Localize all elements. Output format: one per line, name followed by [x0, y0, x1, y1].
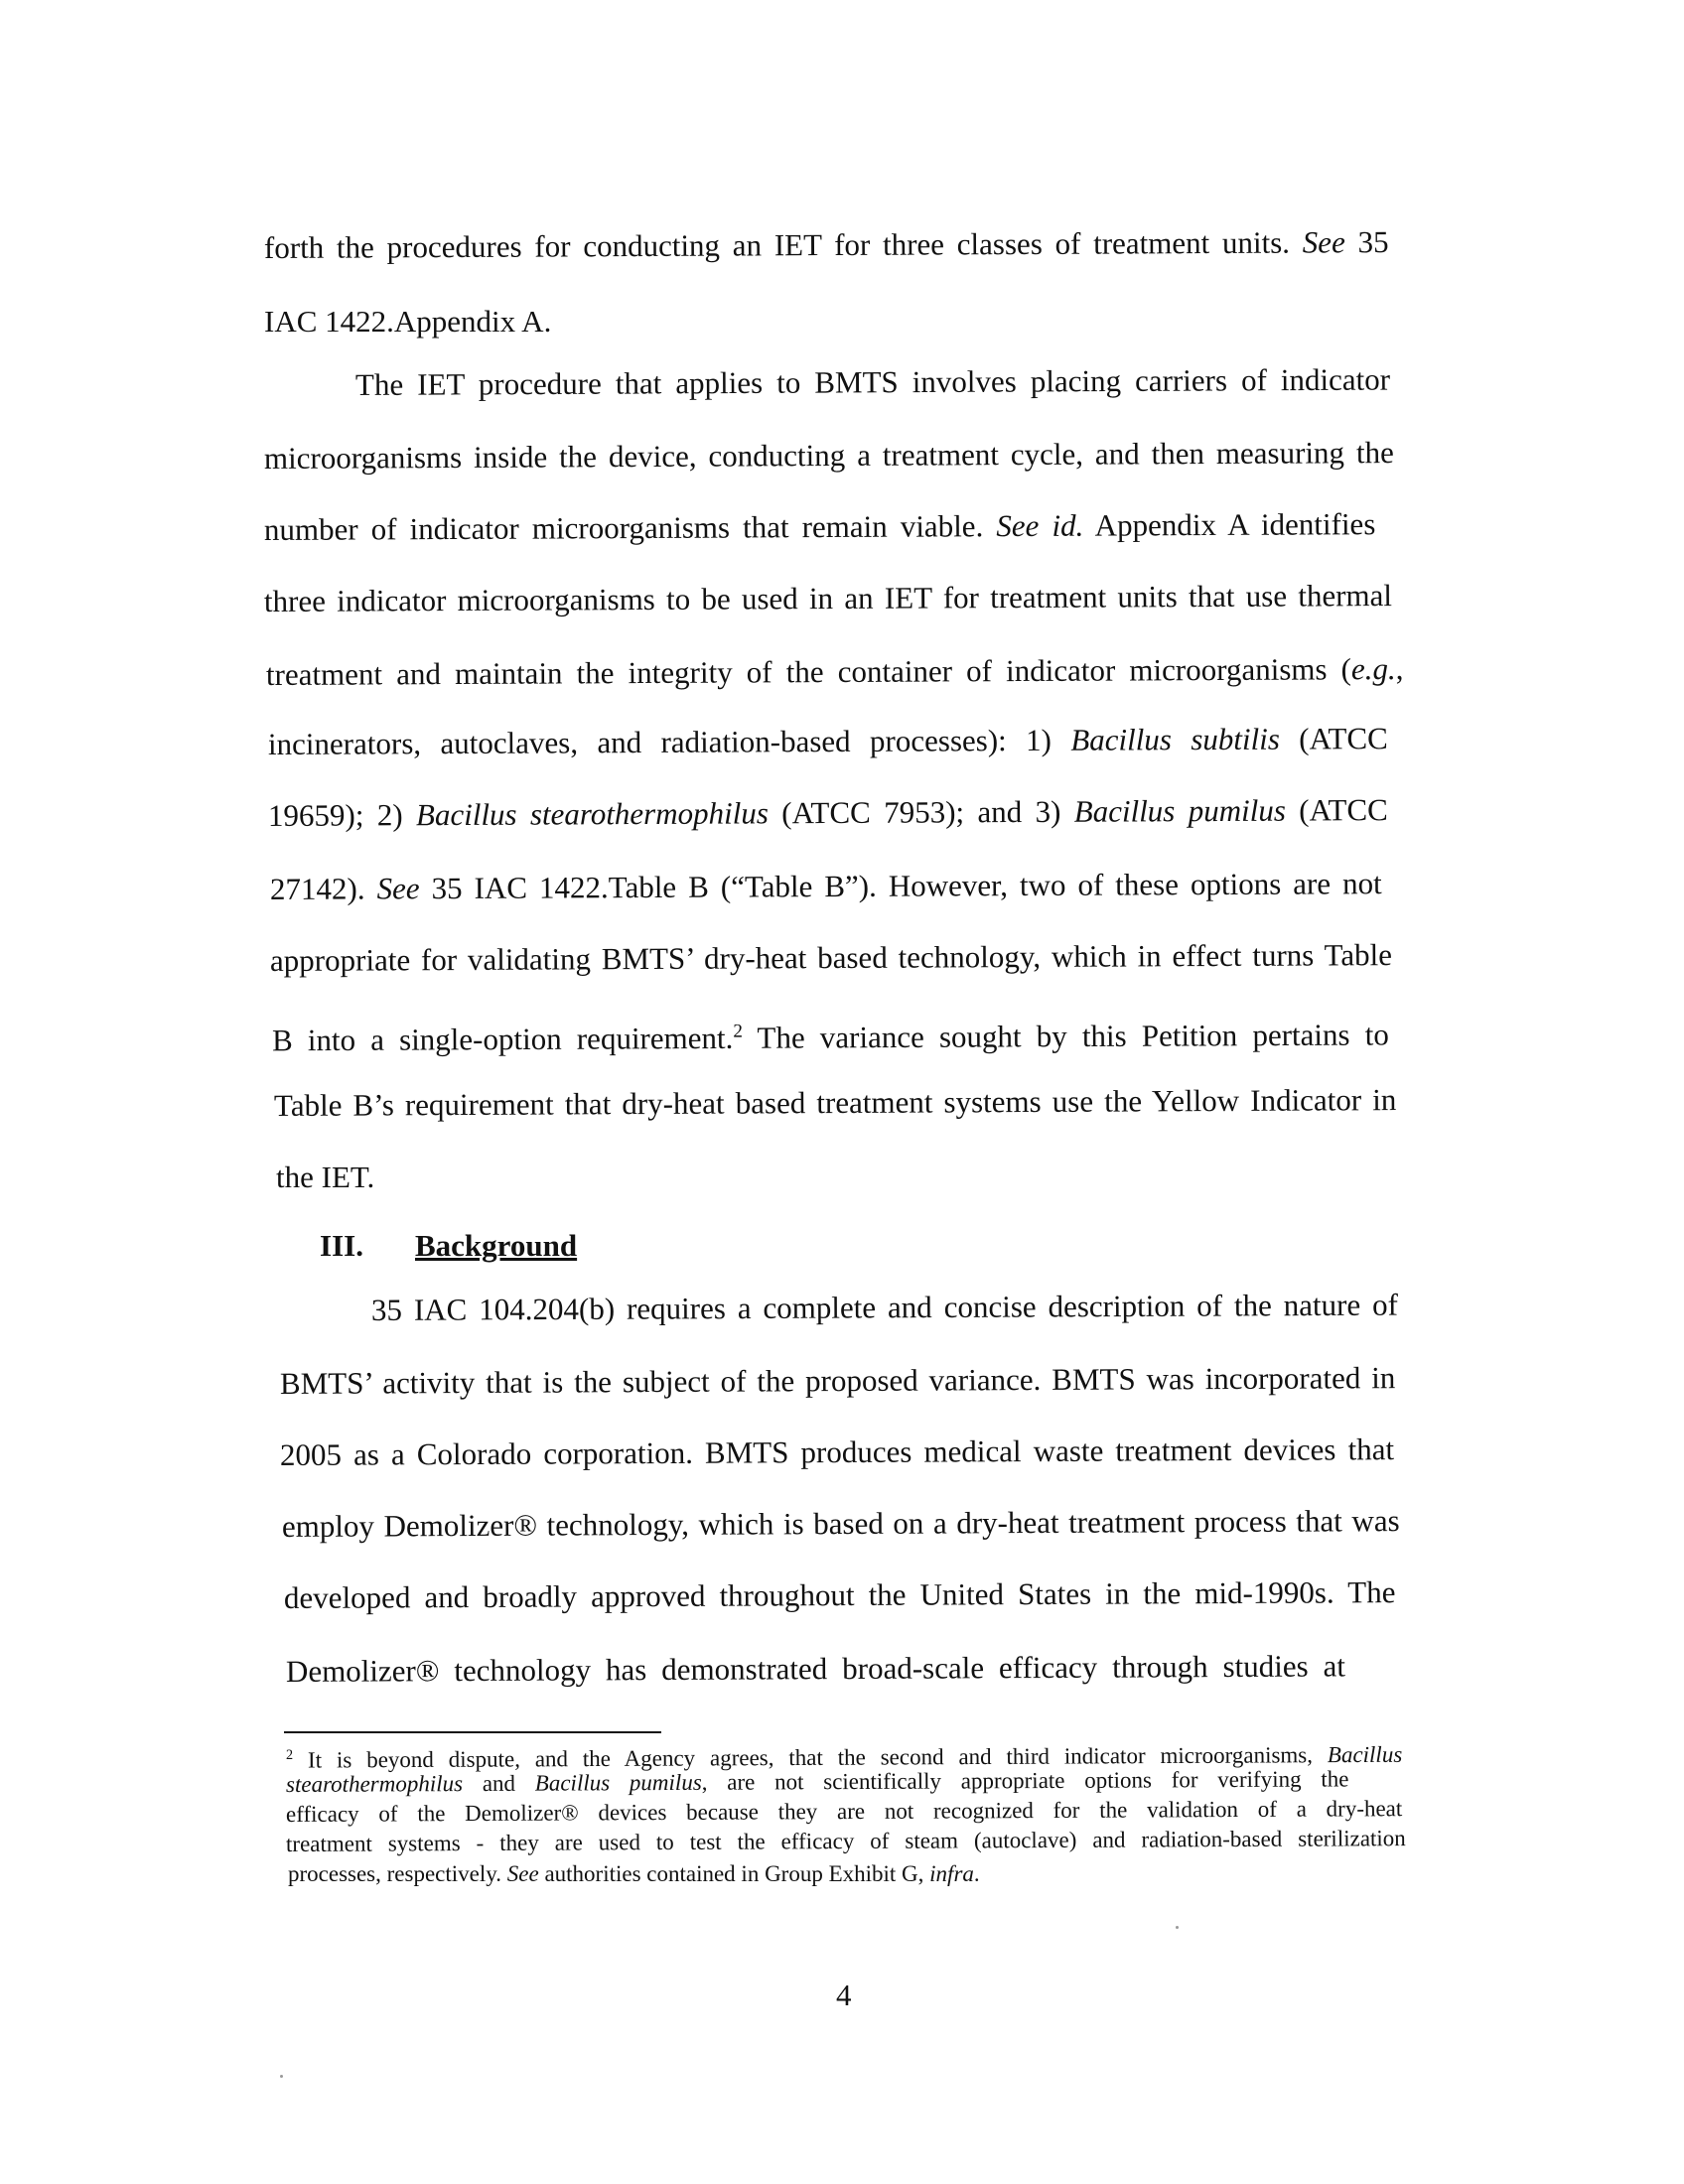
- body-line: [264, 433, 1394, 478]
- text-run: 2005 as a Colorado corporation. BMTS produces medical waste treatment devices that: [279, 1432, 1395, 1472]
- body-line: [284, 1572, 1402, 1618]
- text-run: employ Demolizer® technology, which is based on a dry-heat treatment process that was: [281, 1503, 1400, 1544]
- italic-text: stearothermophilus: [285, 1771, 464, 1797]
- text-run: BMTS’ activity that is the subject of the proposed variance. BMTS was incorporated in: [279, 1360, 1396, 1401]
- italic-text: Bacillus subtilis: [1070, 721, 1280, 757]
- body-line: [264, 576, 1392, 621]
- text-run: appropriate for validating BMTS’ dry-heat based technology, which in effect turns Table: [269, 937, 1393, 978]
- footnote-line: [286, 1825, 1406, 1858]
- text-run: 35 IAC 1422.Table B (“Table B”). However, two of these options are not: [419, 866, 1382, 906]
- text-run: forth the procedures for conducting an IET for three classes of treatment units.: [263, 224, 1303, 265]
- text-run: (ATCC: [1285, 792, 1388, 828]
- italic-text: Bacillus stearothermophilus: [415, 795, 769, 833]
- text-run: ,: [1395, 651, 1404, 687]
- footnote-ref: 2: [285, 1746, 294, 1763]
- page-number: 4: [836, 1978, 852, 2012]
- text-run: Demolizer® technology has demonstrated broad-scale efficacy through studies at: [285, 1648, 1346, 1689]
- text-run: (ATCC: [1279, 721, 1388, 756]
- italic-text: Bacillus pumilus: [1073, 792, 1286, 829]
- body-line: [272, 1009, 1396, 1060]
- text-run: microorganisms inside the device, conducting a treatment cycle, and then measuring the: [263, 435, 1394, 476]
- body-line: [264, 222, 1394, 268]
- text-run: number of indicator microorganisms that remain viable.: [263, 508, 997, 547]
- text-run: 35 IAC 104.204(b) requires a complete and concise description of the nature of: [370, 1287, 1399, 1327]
- italic-text: Bacillus: [1327, 1741, 1403, 1768]
- body-line: [274, 1080, 1396, 1126]
- body-line: [264, 504, 1386, 550]
- italic-text: See id.: [996, 507, 1084, 544]
- body-line: [371, 1286, 1398, 1330]
- section-title: Background: [415, 1228, 578, 1263]
- text-run: treatment systems - they are used to test the efficacy of steam (autoclave) and radiation-based sterilization: [285, 1826, 1406, 1856]
- text-run: The IET procedure that applies to BMTS involves placing carriers of indicator: [354, 361, 1391, 402]
- text-run: IAC 1422.Appendix A.: [264, 304, 552, 339]
- footnote-separator: [284, 1731, 661, 1733]
- italic-text: Bacillus pumilus: [534, 1769, 702, 1796]
- text-run: , are not scientifically appropriate options for verifying the: [701, 1766, 1349, 1795]
- text-run: .: [973, 1861, 980, 1886]
- italic-text: infra: [929, 1861, 974, 1886]
- body-line: [355, 360, 1390, 405]
- section-number: III.: [320, 1228, 363, 1263]
- italic-text: See: [506, 1861, 539, 1886]
- body-line: [268, 790, 1388, 836]
- text-run: the IET.: [276, 1160, 375, 1194]
- italic-text: See: [1302, 224, 1345, 260]
- text-run: It is beyond dispute, and the Agency agrees, that the second and third indicator microorganisms,: [293, 1742, 1328, 1773]
- footnote-line: [288, 1860, 980, 1888]
- text-run: and: [462, 1770, 535, 1797]
- text-run: efficacy of the Demolizer® devices because they are not recognized for the validation of a dry-heat: [285, 1796, 1403, 1827]
- body-line: [276, 1158, 475, 1197]
- text-run: Appendix A identifies: [1083, 506, 1376, 543]
- text-run: developed and broadly approved throughout the United States in the mid-1990s. The: [283, 1574, 1396, 1615]
- body-line: [280, 1430, 1398, 1475]
- body-line: [270, 935, 1392, 981]
- body-line: [282, 1501, 1400, 1547]
- text-run: treatment and maintain the integrity of the container of indicator microorganisms (: [265, 651, 1352, 692]
- text-run: 19659); 2): [267, 797, 417, 833]
- text-run: 35: [1344, 224, 1389, 260]
- body-line: [280, 1358, 1398, 1404]
- footnote-line: [286, 1795, 1404, 1829]
- text-run: authorities contained in Group Exhibit G,: [538, 1861, 930, 1886]
- text-run: 27142).: [269, 871, 377, 906]
- body-line: [264, 302, 661, 341]
- text-run: processes, respectively.: [288, 1861, 507, 1886]
- text-run: The variance sought by this Petition pertains to: [742, 1017, 1389, 1055]
- text-run: B into a single-option requirement.: [271, 1020, 734, 1058]
- text-run: three indicator microorganisms to be used in an IET for treatment units that use thermal: [263, 578, 1393, 618]
- scan-speck: [280, 2075, 283, 2078]
- italic-text: See: [376, 871, 420, 906]
- footnote-ref: 2: [733, 1021, 743, 1042]
- text-run: incinerators, autoclaves, and radiation-based processes): 1): [267, 722, 1071, 761]
- text-run: (ATCC 7953); and 3): [768, 793, 1074, 831]
- body-line: [268, 719, 1388, 764]
- body-line: [270, 864, 1390, 909]
- scan-speck: [1176, 1926, 1179, 1929]
- footnote-line: [286, 1765, 1402, 1799]
- text-run: Table B’s requirement that dry-heat based treatment systems use the Yellow Indicator in: [273, 1082, 1397, 1123]
- body-line: [266, 649, 1404, 695]
- body-line: [286, 1646, 1402, 1692]
- italic-text: e.g.: [1350, 651, 1396, 687]
- section-heading: [320, 1226, 577, 1266]
